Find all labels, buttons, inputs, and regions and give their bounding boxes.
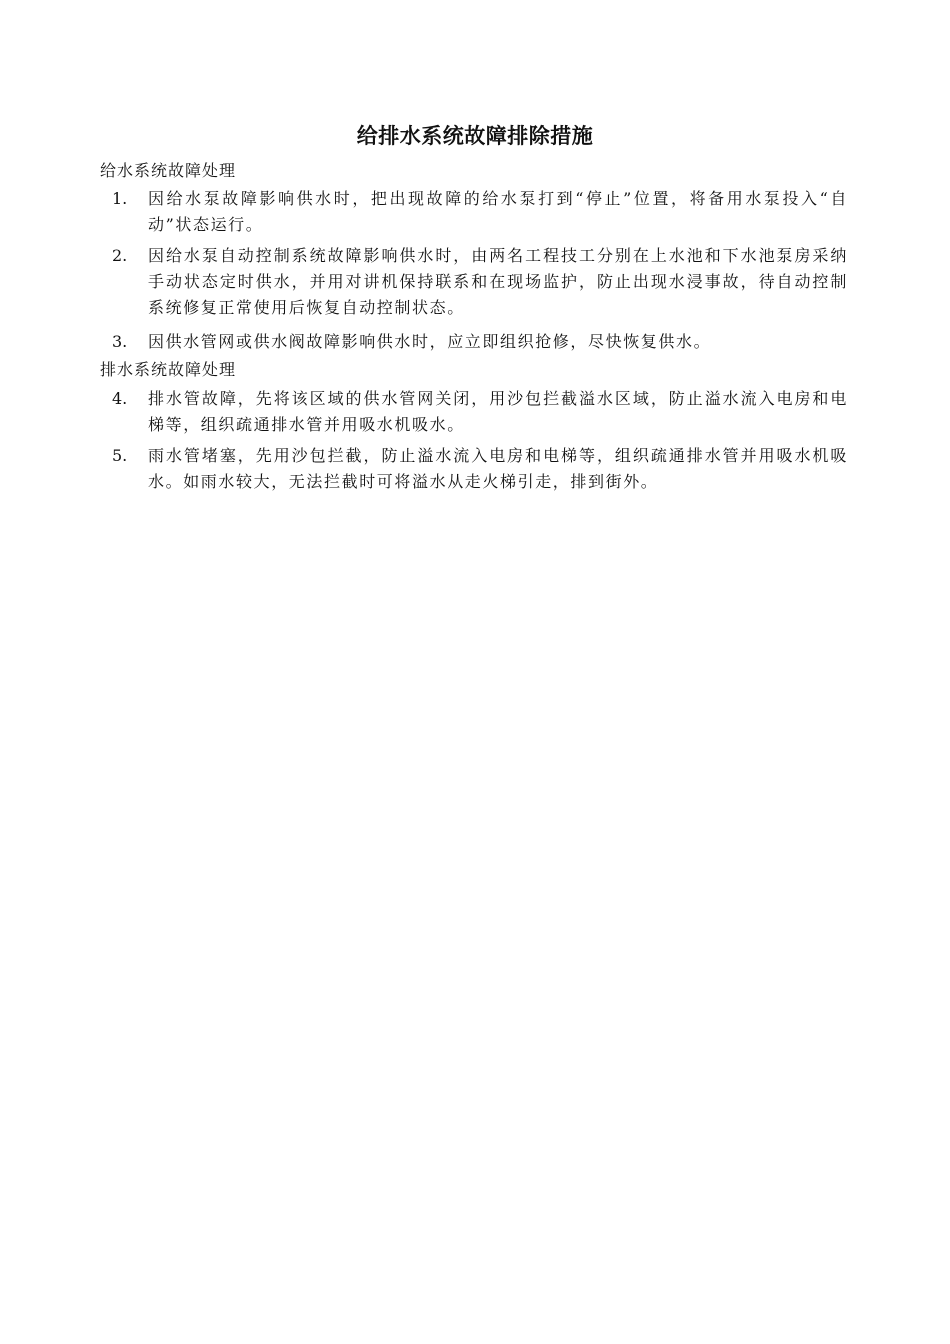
list-item-text: 雨水管堵塞，先用沙包拦截，防止溢水流入电房和电梯等，组织疏通排水管并用吸水机吸水。如雨水较大，无法拦截时可将溢水从走火梯引走，排到街外。 (148, 446, 848, 491)
list-item-text: 排水管故障，先将该区域的供水管网关闭，用沙包拦截溢水区域，防止溢水流入电房和电梯等，组织疏通排水管并用吸水机吸水。 (148, 389, 848, 434)
section-heading-water-supply: 给水系统故障处理 (100, 161, 237, 180)
list-item-text: 因供水管网或供水阀故障影响供水时，应立即组织抢修，尽快恢复供水。 (148, 332, 712, 351)
list-item-number: 4. (112, 389, 128, 408)
list-item-text: 因给水泵故障影响供水时，把出现故障的给水泵打到“停止”位置，将备用水泵投入“自动”状态运行。 (148, 189, 848, 234)
list-item-number: 3. (112, 332, 128, 351)
list-item-text: 因给水泵自动控制系统故障影响供水时，由两名工程技工分别在上水池和下水池泵房采纳手动状态定时供水，并用对讲机保持联系和在现场监护，防止出现水浸事故，待自动控制系统修复正常使用后恢复自动控制状态。 (148, 246, 848, 317)
list-item-number: 1. (112, 189, 128, 208)
document-title: 给排水系统故障排除措施 (356, 123, 594, 148)
list-item-number: 5. (112, 446, 128, 465)
list-item-number: 2. (112, 246, 128, 265)
section-heading-drainage: 排水系统故障处理 (100, 360, 237, 379)
